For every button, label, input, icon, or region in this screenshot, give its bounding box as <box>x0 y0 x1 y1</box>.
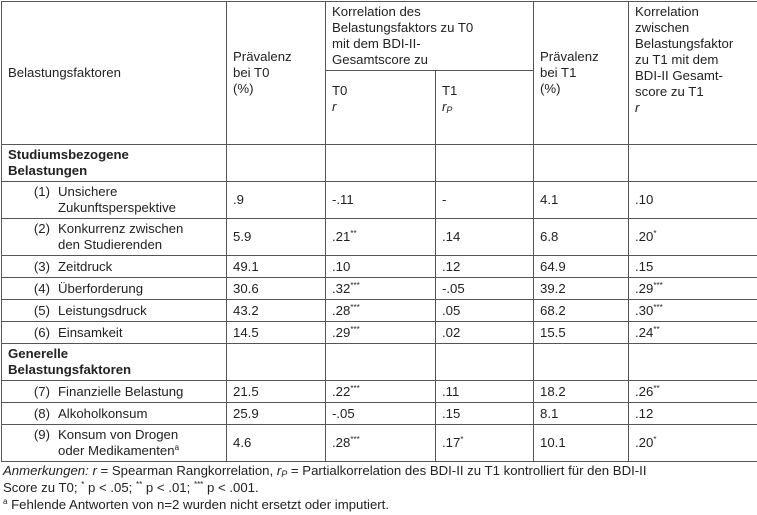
section-row <box>2 344 757 381</box>
table-row: (4) Überforderung 30.6 .32*** -.05 39.2 .29*** <box>2 278 757 300</box>
header-correlation-t1: Korrelation zwischen Belastungsfaktor zu T1 mit dem BDI-II Gesamt- score zu T1 r <box>629 2 757 145</box>
section-row <box>2 145 757 182</box>
header-factors: Belastungsfaktoren <box>2 2 227 145</box>
notes-line-2: Score zu T0; * p < .05; ** p < .01; *** p < .001. <box>3 480 259 495</box>
table-row: (2) Konkurrenz zwischen den Studierenden 5.9 .21** .14 6.8 .20* <box>2 219 757 256</box>
header-correlation-t0: Korrelation des Belastungsfaktors zu T0 mit dem BDI-II- Gesamtscore zu <box>326 2 534 71</box>
table-row: (8) Alkoholkonsum 25.9 -.05 .15 8.1 .12 <box>2 403 757 425</box>
table-row: (6) Einsamkeit 14.5 .29*** .02 15.5 .24** <box>2 322 757 344</box>
table-row: (1) Unsichere Zukunftsperspektive .9 -.11 - 4.1 .10 <box>2 182 757 219</box>
notes-line-1: Anmerkungen: r = Spearman Rangkorrelation, $r_P$ = Partialkorrelation des BDI-II zu T1 kontrolliert für den BDI-II <box>3 463 647 479</box>
section-title: Studiumsbezogene Belastungen <box>2 145 227 182</box>
table-notes <box>3 462 755 513</box>
footnote: $^a$ Fehlende Antworten von n=2 wurden nicht ersetzt oder imputiert. <box>3 497 390 512</box>
subheader-t0: T0 r <box>326 71 436 145</box>
results-table <box>1 1 757 462</box>
table-row: (7) Finanzielle Belastung 21.5 .22*** .11 18.2 .26** <box>2 381 757 403</box>
header-prevalence-t0: Prävalenz bei T0 (%) <box>227 2 326 145</box>
subheader-t1: T1 $r_P$ <box>436 71 534 145</box>
section-title: Generelle Belastungsfaktoren <box>2 344 227 381</box>
table-row: (3) Zeitdruck 49.1 .10 .12 64.9 .15 <box>2 256 757 278</box>
table-row: (5) Leistungsdruck 43.2 .28*** .05 68.2 .30*** <box>2 300 757 322</box>
table-row: (9) Konsum von Drogen oder Medikamenten$^a$ 4.6 .28*** .17* 10.1 .20* <box>2 425 757 462</box>
header-prevalence-t1: Prävalenz bei T1 (%) <box>534 2 629 145</box>
